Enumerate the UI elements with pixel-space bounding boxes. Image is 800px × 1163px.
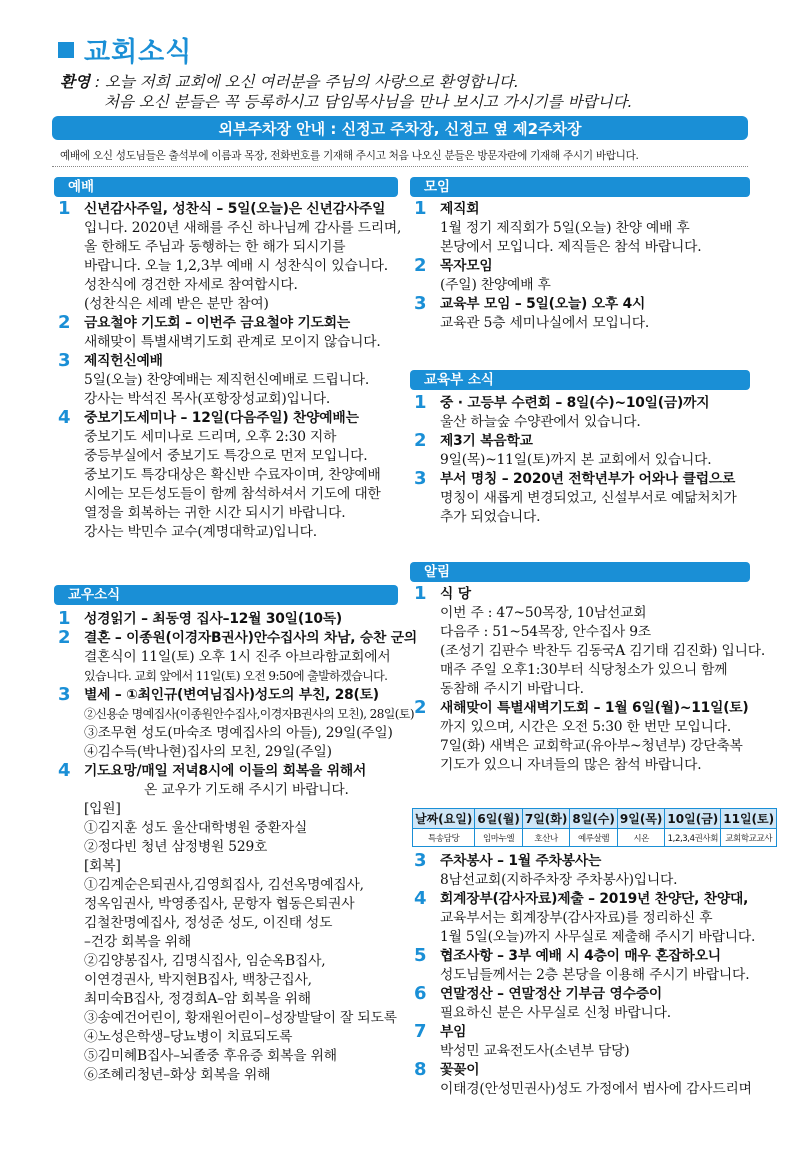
list-item — [414, 947, 754, 985]
item-line: [회복] — [84, 858, 121, 874]
item-line: 강사는 박석진 목사(포항장성교회)입니다. — [84, 391, 331, 407]
item-line: 이연경권사, 박지현B집사, 백창근집사, — [84, 972, 312, 988]
item-heading: 중 · 고등부 수련회 – 8일(수)~10일(금)까지 — [440, 395, 710, 411]
item-heading: 부임 — [440, 1024, 467, 1040]
item-line: ④노성은학생–당뇨병이 치료되도록 — [84, 1029, 293, 1045]
item-number: 3 — [414, 293, 427, 314]
item-line: 명칭이 새롭게 변경되었고, 신설부서로 예닮처치가 — [440, 490, 737, 506]
list-item — [58, 409, 402, 542]
list-item — [414, 200, 754, 257]
item-line: (주일) 찬양예배 후 — [440, 277, 551, 293]
title-square-icon — [58, 42, 74, 58]
item-number: 3 — [58, 684, 71, 705]
fellowship-list — [58, 608, 417, 1085]
schedule-cell: 예루살렘 — [570, 829, 618, 847]
schedule-cell: 1,2,3,4권사회 — [665, 829, 721, 847]
item-number: 2 — [414, 697, 427, 718]
section-header-announce: 알림 — [410, 562, 750, 582]
item-heading: 주차봉사 – 1월 주차봉사는 — [440, 853, 602, 869]
item-line: 교육관 5층 세미나실에서 모입니다. — [440, 315, 650, 331]
welcome-text-1: : 오늘 저희 교회에 오신 여러분을 주님의 사랑으로 환영합니다. — [89, 73, 519, 91]
welcome-label: 환영 — [60, 73, 90, 91]
item-number: 3 — [414, 468, 427, 489]
list-item — [414, 1023, 754, 1061]
item-heading: 신년감사주일, 성찬식 – 5일(오늘)은 신년감사주일 — [84, 201, 386, 217]
item-heading: 제3기 복음학교 — [440, 433, 533, 449]
item-line: 9일(목)~11일(토)까지 본 교회에서 있습니다. — [440, 452, 712, 468]
item-number: 2 — [58, 627, 71, 648]
list-item — [414, 295, 754, 333]
item-heading: 교육부 모임 – 5일(오늘) 오후 4시 — [440, 296, 646, 312]
item-line: 온 교우가 기도해 주시기 바랍니다. — [144, 782, 349, 798]
welcome-line-2: 처음 오신 분들은 꼭 등록하시고 담임목사님을 만나 보시고 가시기를 바랍니다. — [104, 93, 633, 111]
list-item — [414, 432, 754, 470]
item-number: 1 — [414, 392, 427, 413]
list-item — [414, 852, 754, 890]
section-header-worship: 예배 — [54, 177, 398, 197]
item-number: 1 — [58, 608, 71, 629]
item-number: 4 — [414, 888, 427, 909]
item-line: 중보기도 특강대상은 확신반 수료자이며, 찬양예배 — [84, 467, 381, 483]
item-line: ②김양봉집사, 김명식집사, 임순옥B집사, — [84, 953, 326, 969]
item-line: 최미숙B집사, 정경희A–암 회복을 위해 — [84, 991, 311, 1007]
item-line: 새해맞이 특별새벽기도회 관계로 모이지 않습니다. — [84, 334, 381, 350]
list-item — [414, 985, 754, 1023]
item-line: 성찬식에 경건한 자세로 참여합시다. — [84, 277, 298, 293]
item-line: (성찬식은 세례 받은 분만 참여) — [84, 296, 269, 312]
item-line: 시에는 모든성도들이 함께 참석하셔서 기도에 대한 — [84, 486, 381, 502]
item-heading: 중보기도세미나 – 12일(다음주일) 찬양예배는 — [84, 410, 359, 426]
list-item — [58, 314, 402, 352]
list-item — [58, 762, 402, 1085]
schedule-header-cell: 7일(화) — [522, 809, 570, 829]
item-line: 김철찬명예집사, 정성준 성도, 이진태 성도 — [84, 915, 333, 931]
item-number: 4 — [58, 407, 71, 428]
schedule-header-row — [413, 809, 777, 829]
item-number: 5 — [414, 945, 427, 966]
item-line: 추가 되었습니다. — [440, 509, 541, 525]
item-number: 6 — [414, 983, 427, 1004]
item-line: 정옥임권사, 박영종집사, 문항자 협동은퇴권사 — [84, 896, 355, 912]
item-line: 성도님들께서는 2층 본당을 이용해 주시기 바랍니다. — [440, 967, 750, 983]
worship-list — [58, 200, 402, 542]
item-line: 입니다. 2020년 새해를 주신 하나님께 감사를 드리며, — [84, 220, 402, 236]
item-line: ③조무현 성도(마숙조 명예집사의 아들), 29일(주일) — [84, 725, 393, 741]
item-heading: 꽃꽂이 — [440, 1062, 480, 1078]
attendance-notice: 예배에 오신 성도님들은 출석부에 이름과 목장, 전화번호를 기재해 주시고 처음 나오신 분들은 방문자란에 기재해 주시기 바랍니다. — [60, 150, 639, 162]
item-line: 중등부실에서 중보기도 특강으로 먼저 모입니다. — [84, 448, 368, 464]
item-line: 필요하신 분은 사무실로 신청 바랍니다. — [440, 1005, 671, 1021]
item-number: 2 — [58, 312, 71, 333]
schedule-header-cell: 11일(토) — [721, 809, 777, 829]
item-heading: 목자모임 — [440, 258, 493, 274]
item-heading: 제직헌신예배 — [84, 353, 163, 369]
schedule-header-cell: 날짜(요일) — [413, 809, 475, 829]
item-heading: 결혼 – 이종원(이경자B권사)안수집사의 차남, 승찬 군의 — [84, 630, 417, 646]
item-number: 3 — [58, 350, 71, 371]
item-line: 있습니다. 교회 앞에서 11일(토) 오전 9:50에 출발하겠습니다. — [84, 669, 388, 683]
section-header-education: 교육부 소식 — [410, 370, 750, 390]
item-line: ①김지훈 성도 울산대학병원 중환자실 — [84, 820, 308, 836]
announce-list-b — [414, 852, 754, 1099]
item-number: 2 — [414, 255, 427, 276]
education-list — [414, 394, 754, 527]
item-heading: 부서 명칭 – 2020년 전학년부가 어와나 클럽으로 — [440, 471, 736, 487]
list-item — [58, 610, 402, 629]
item-heading: 식 당 — [440, 586, 471, 602]
welcome-line-1 — [60, 70, 519, 92]
item-heading: 성경읽기 – 최동영 집사–12월 30일(10독) — [84, 611, 342, 627]
page-header — [58, 30, 192, 69]
item-line: 이태경(안성민권사)성도 가정에서 범사에 감사드리며 — [440, 1081, 752, 1097]
item-number: 1 — [414, 198, 427, 219]
item-line: ②정다빈 청년 삼정병원 529호 — [84, 839, 268, 855]
item-line: ⑤김미혜B집사–뇌졸중 후유증 회복을 위해 — [84, 1048, 337, 1064]
item-line: 강사는 박민수 교수(계명대학교)입니다. — [84, 524, 317, 540]
item-line: 바랍니다. 오늘 1,2,3부 예배 시 성찬식이 있습니다. — [84, 258, 388, 274]
item-line: ②신용순 명예집사(이종원안수집사,이경자B권사의 모친), 28일(토) — [84, 707, 414, 721]
item-number: 1 — [414, 583, 427, 604]
section-header-fellowship: 교우소식 — [54, 585, 398, 605]
item-line: 1월 정기 제직회가 5일(오늘) 찬양 예배 후 — [440, 220, 690, 236]
list-item — [58, 352, 402, 409]
schedule-header-cell: 10일(금) — [665, 809, 721, 829]
item-heading: 금요철야 기도회 – 이번주 금요철야 기도회는 — [84, 315, 351, 331]
item-line: 올 한해도 주님과 동행하는 한 해가 되시기를 — [84, 239, 346, 255]
item-line: 중보기도 세미나로 드리며, 오후 2:30 지하 — [84, 429, 337, 445]
item-line: ⑥조혜리청년–화상 회복을 위해 — [84, 1067, 271, 1083]
section-header-meeting: 모임 — [410, 177, 750, 197]
item-line: 매주 주일 오후1:30부터 식당청소가 있으니 함께 — [440, 662, 728, 678]
parking-banner: 외부주차장 안내 : 신정고 주차장, 신정고 옆 제2주차장 — [52, 116, 748, 140]
prayer-schedule-table — [412, 808, 777, 847]
page-title: 교회소식 — [84, 37, 193, 68]
item-heading: 연말정산 – 연말정산 기부금 영수증이 — [440, 986, 663, 1002]
item-number: 1 — [58, 198, 71, 219]
list-item — [414, 470, 754, 527]
schedule-header-cell: 6일(월) — [475, 809, 523, 829]
item-line: 교육부서는 회계장부(감사자료)를 정리하신 후 — [440, 910, 713, 926]
item-line: [입원] — [84, 801, 121, 817]
list-item — [414, 257, 754, 295]
item-line: 울산 하늘숲 수양관에서 있습니다. — [440, 414, 641, 430]
item-line: 동참해 주시기 바랍니다. — [440, 681, 584, 697]
list-item — [414, 394, 754, 432]
item-heading: 회계장부(감사자료)제출 – 2019년 찬양단, 찬양대, — [440, 891, 749, 907]
item-number: 8 — [414, 1059, 427, 1080]
list-item — [414, 890, 754, 947]
list-item — [414, 583, 766, 699]
item-line: 이번 주 : 47~50목장, 10남선교회 — [440, 605, 647, 621]
item-line: 기도가 있으니 자녀들의 많은 참석 바랍니다. — [440, 757, 702, 773]
item-heading: 협조사항 – 3부 예배 시 4층이 매우 혼잡하오니 — [440, 948, 721, 964]
item-line: 5일(오늘) 찬양예배는 제직헌신예배로 드립니다. — [84, 372, 370, 388]
schedule-cell: 호산나 — [522, 829, 570, 847]
schedule-header-cell: 8일(수) — [570, 809, 618, 829]
meeting-list — [414, 200, 754, 333]
item-number: 2 — [414, 430, 427, 451]
item-number: 7 — [414, 1021, 427, 1042]
item-line: 박성민 교육전도사(소년부 담당) — [440, 1043, 630, 1059]
schedule-cell: 시온 — [617, 829, 665, 847]
schedule-header-cell: 9일(목) — [617, 809, 665, 829]
schedule-cell: 임마누엘 — [475, 829, 523, 847]
item-heading: 기도요망/매일 저녁8시에 이들의 회복을 위해서 — [84, 763, 367, 779]
item-line: 결혼식이 11일(토) 오후 1시 진주 아브라함교회에서 — [84, 649, 391, 665]
item-number: 3 — [414, 850, 427, 871]
schedule-body-row — [413, 829, 777, 847]
item-line: 8남선교회(지하주차장 주차봉사)입니다. — [440, 872, 678, 888]
schedule-cell: 교회학교교사 — [721, 829, 777, 847]
item-line: ④김수득(박나현)집사의 모친, 29일(주일) — [84, 744, 332, 760]
item-line: 까지 있으며, 시간은 오전 5:30 한 번만 모입니다. — [440, 719, 732, 735]
item-line: ③송예건어린이, 황재원어린이–성장발달이 잘 되도록 — [84, 1010, 397, 1026]
item-line: 본당에서 모입니다. 제직들은 참석 바랍니다. — [440, 239, 702, 255]
announce-list-a — [414, 583, 766, 775]
divider — [52, 166, 748, 167]
item-line: 열정을 회복하는 귀한 시간 되시기 바랍니다. — [84, 505, 346, 521]
item-line: ①김계순은퇴권사,김영희집사, 김선옥명예집사, — [84, 877, 364, 893]
item-heading: 새해맞이 특별새벽기도회 – 1월 6일(월)~11일(토) — [440, 700, 749, 716]
item-line: 1월 5일(오늘)까지 사무실로 제출해 주시기 바랍니다. — [440, 929, 756, 945]
item-line: –건강 회복을 위해 — [84, 934, 191, 950]
item-line: 다음주 : 51~54목장, 안수집사 9조 — [440, 624, 651, 640]
item-heading: 별세 – ①최인규(변여님집사)성도의 부친, 28(토) — [84, 687, 379, 703]
item-heading: 제직회 — [440, 201, 480, 217]
list-item — [58, 627, 417, 686]
list-item — [58, 200, 402, 314]
item-line: (조성기 김판수 박찬두 김동국A 김기태 김진화) 입니다. — [440, 643, 766, 659]
list-item — [414, 699, 754, 775]
list-item — [58, 684, 414, 762]
item-number: 4 — [58, 760, 71, 781]
list-item — [414, 1061, 754, 1099]
item-line: 7일(화) 새벽은 교회학교(유아부~청년부) 강단축복 — [440, 738, 743, 754]
schedule-cell: 특송담당 — [413, 829, 475, 847]
